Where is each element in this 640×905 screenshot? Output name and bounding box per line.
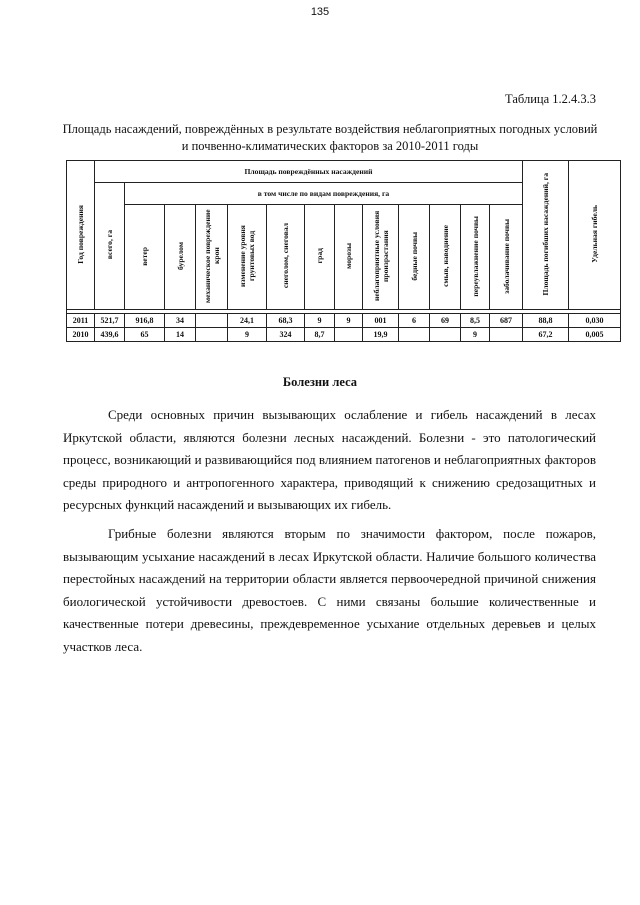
header-total: всего, га <box>95 183 125 310</box>
cell: 88,8 <box>523 314 569 328</box>
header-damage-type: заболачивание почвы <box>490 205 523 310</box>
cell: 9 <box>228 328 267 342</box>
header-year: Год повреждения <box>67 161 95 310</box>
cell: 324 <box>267 328 305 342</box>
cell <box>196 314 228 328</box>
paragraph: Грибные болезни являются вторым по значимости фактором, после пожаров, вызывающим усыхание насаждений в лесах Иркутской области. Наличие большого количества перестойных насаждений на территории области является первоочередной причиной снижения биологической устойчивости древостоев. С ними связаны большие количественные и качественные потери древесины, преждевременное усыхание отдельных деревьев и целых участков леса. <box>63 526 596 654</box>
cell: 2011 <box>67 314 95 328</box>
table-label: Таблица 1.2.4.3.3 <box>505 92 596 106</box>
cell: 69 <box>430 314 461 328</box>
header-damage-type: механическое повреждение крон <box>196 205 228 310</box>
table-row-2011 <box>67 314 621 328</box>
cell: 24,1 <box>228 314 267 328</box>
cell: 0,005 <box>569 328 621 342</box>
cell: 8,5 <box>461 314 490 328</box>
paragraph: Среди основных причин вызывающих ослабление и гибель насаждений в лесах Иркутской области, являются болезни лесных насаждений. Болезни - это патологический процесс, возникающий и развивающийся под влиянием патогенов и неблагоприятных факторов среды природного и антропогенного характера, приводящий к снижению средозащитных и ресурсных функций насаждений и вызывающих их гибель. <box>63 407 596 513</box>
cell: 68,3 <box>267 314 305 328</box>
header-damage-type: град <box>305 205 335 310</box>
cell: 521,7 <box>95 314 125 328</box>
cell: 19,9 <box>363 328 399 342</box>
header-dead-area: Площадь погибших насаждений, га <box>523 161 569 310</box>
cell: 001 <box>363 314 399 328</box>
cell: 34 <box>165 314 196 328</box>
header-damage-type: неблагоприятные условия произрастания <box>363 205 399 310</box>
header-damage-type: бурелом <box>165 205 196 310</box>
header-specific-death: Удельная гибель <box>569 161 621 310</box>
header-damage-type: переувлажнение почвы <box>461 205 490 310</box>
header-damage-type: морозы <box>335 205 363 310</box>
cell <box>399 328 430 342</box>
cell <box>196 328 228 342</box>
cell <box>430 328 461 342</box>
header-damage-type: снеголом, снеговал <box>267 205 305 310</box>
cell: 8,7 <box>305 328 335 342</box>
header-damage-type: смыв, наводнение <box>430 205 461 310</box>
cell: 14 <box>165 328 196 342</box>
cell: 6 <box>399 314 430 328</box>
cell: 687 <box>490 314 523 328</box>
header-damaged-area: Площадь повреждённых насаждений <box>95 161 523 183</box>
cell: 65 <box>125 328 165 342</box>
header-damage-types: в том числе по видам повреждения, га <box>125 183 523 205</box>
table-row-2010 <box>67 328 621 342</box>
damage-table <box>66 160 621 342</box>
cell <box>335 328 363 342</box>
cell: 67,2 <box>523 328 569 342</box>
cell: 2010 <box>67 328 95 342</box>
cell <box>490 328 523 342</box>
header-damage-type: ветер <box>125 205 165 310</box>
cell: 0,030 <box>569 314 621 328</box>
cell: 9 <box>335 314 363 328</box>
cell: 9 <box>461 328 490 342</box>
cell: 439,6 <box>95 328 125 342</box>
header-damage-type: бедные почвы <box>399 205 430 310</box>
table-title: Площадь насаждений, повреждённых в результате воздействия неблагоприятных погодных условий и почвенно-климатических факторов за 2010-2011 годы <box>62 122 598 153</box>
cell: 916,8 <box>125 314 165 328</box>
header-damage-type: изменение уровня грунтовых вод <box>228 205 267 310</box>
section-title: Болезни леса <box>282 375 358 389</box>
page-number: 135 <box>310 6 330 18</box>
cell: 9 <box>305 314 335 328</box>
